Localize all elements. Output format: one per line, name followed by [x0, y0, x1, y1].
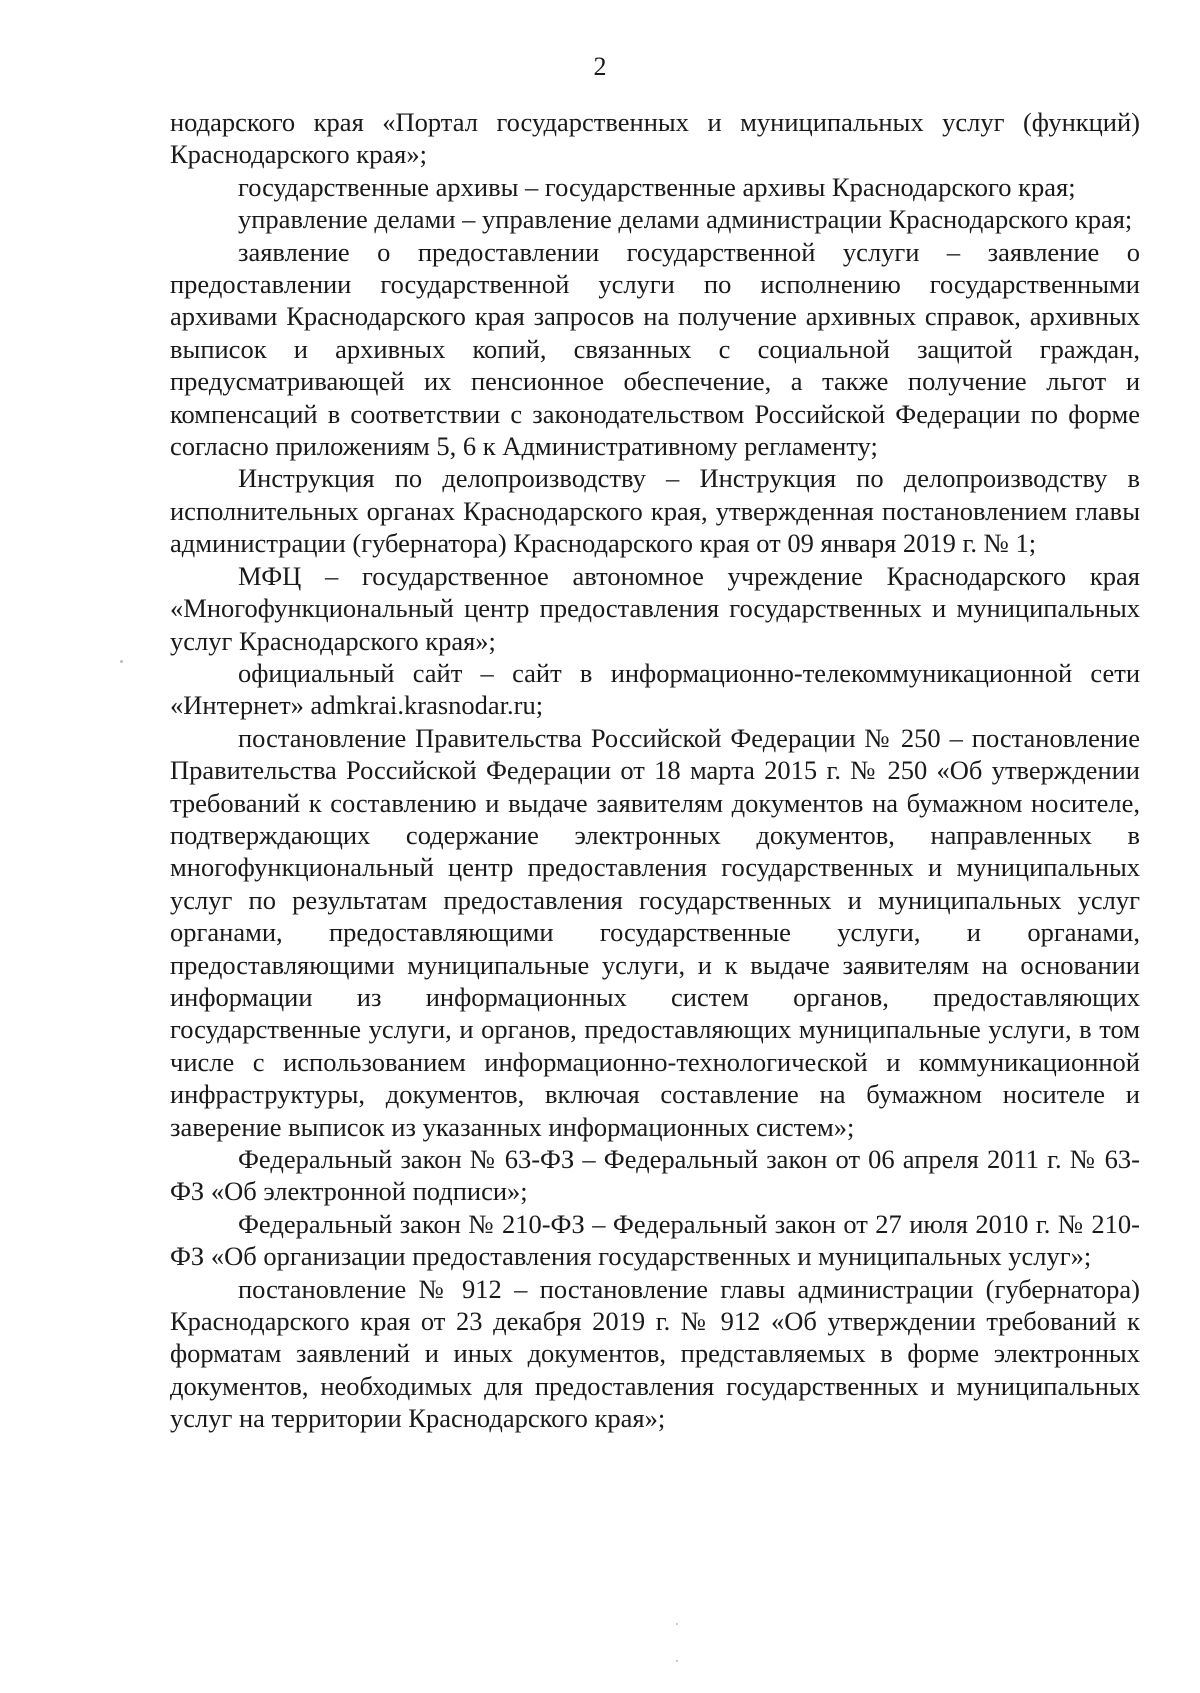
paragraph-records-instruction: Инструкция по делопроизводству – Инструкция по делопроизводству в исполнительных органах Краснодарского края, утвержденная постановлением главы администрации (губернатора) Краснодарского края от 09 января 2019 г. № 1; — [170, 463, 1140, 559]
page-number: 2 — [593, 52, 607, 81]
paragraph-federal-law-63: Федеральный закон № 63-ФЗ – Федеральный закон от 06 апреля 2011 г. № 63-ФЗ «Об электронной подписи»; — [170, 1144, 1140, 1207]
paragraph-continuation: нодарского края «Портал государственных и муниципальных услуг (функций) Краснодарского края»; — [170, 107, 1140, 170]
paragraph-resolution-250: постановление Правительства Российской Федерации № 250 – постановление Правительства Российской Федерации от 18 марта 2015 г. № 250 «Об утверждении требований к составлению и выдаче заявителям документов на бумажном носителе, подтверждающих содержание электронных документов, направленных в многофункциональный центр предоставления государственных и муниципальных услуг по результатам предоставления государственных и муниципальных услуг органами, предоставляющими государственные услуги, и органами, предоставляющими муниципальные услуги, и к выдаче заявителям на основании информации из информационных систем органов, предоставляющих государственные услуги, и органов, предоставляющих муниципальные услуги, в том числе с использованием информационно-технологической и коммуникационной инфраструктуры, документов, включая составление на бумажном носителе и заверение выписок из указанных информационных систем»; — [170, 722, 1140, 1142]
scan-dust-mark — [676, 1660, 678, 1662]
paragraph-official-site: официальный сайт – сайт в информационно-телекоммуникационной сети «Интернет» admkrai.krasnodar.ru; — [170, 657, 1140, 721]
document-body — [170, 106, 1140, 1435]
paragraph-resolution-912: постановление № 912 – постановление главы администрации (губернатора) Краснодарского края от 23 декабря 2019 г. № 912 «Об утверждении требований к форматам заявлений и иных документов, представляемых в форме электронных документов, необходимых для предоставления государственных и муниципальных услуг на территории Краснодарского края»; — [170, 1273, 1140, 1434]
paragraph-federal-law-210: Федеральный закон № 210-ФЗ – Федеральный закон от 27 июля 2010 г. № 210-ФЗ «Об организации предоставления государственных и муниципальных услуг»; — [170, 1208, 1140, 1272]
scan-dust-mark — [120, 660, 123, 663]
paragraph-state-archives: государственные архивы – государственные архивы Краснодарского края; — [238, 171, 1076, 202]
paragraph-mfc: МФЦ – государственное автономное учреждение Краснодарского края «Многофункциональный центр предоставления государственных и муниципальных услуг Краснодарского края»; — [170, 560, 1140, 656]
paragraph-application: заявление о предоставлении государственной услуги – заявление о предоставлении государственной услуги по исполнению государственными архивами Краснодарского края запросов на получение архивных справок, архивных выписок и архивных копий, связанных с социальной защитой граждан, предусматривающей их пенсионное обеспечение, а также получение льгот и компенсаций в соответствии с законодательством Российской Федерации по форме согласно приложениям 5, 6 к Административному регламенту; — [170, 236, 1140, 462]
scan-dust-mark — [676, 1623, 678, 1625]
paragraph-administration-office: управление делами – управление делами администрации Краснодарского края; — [238, 204, 1133, 235]
